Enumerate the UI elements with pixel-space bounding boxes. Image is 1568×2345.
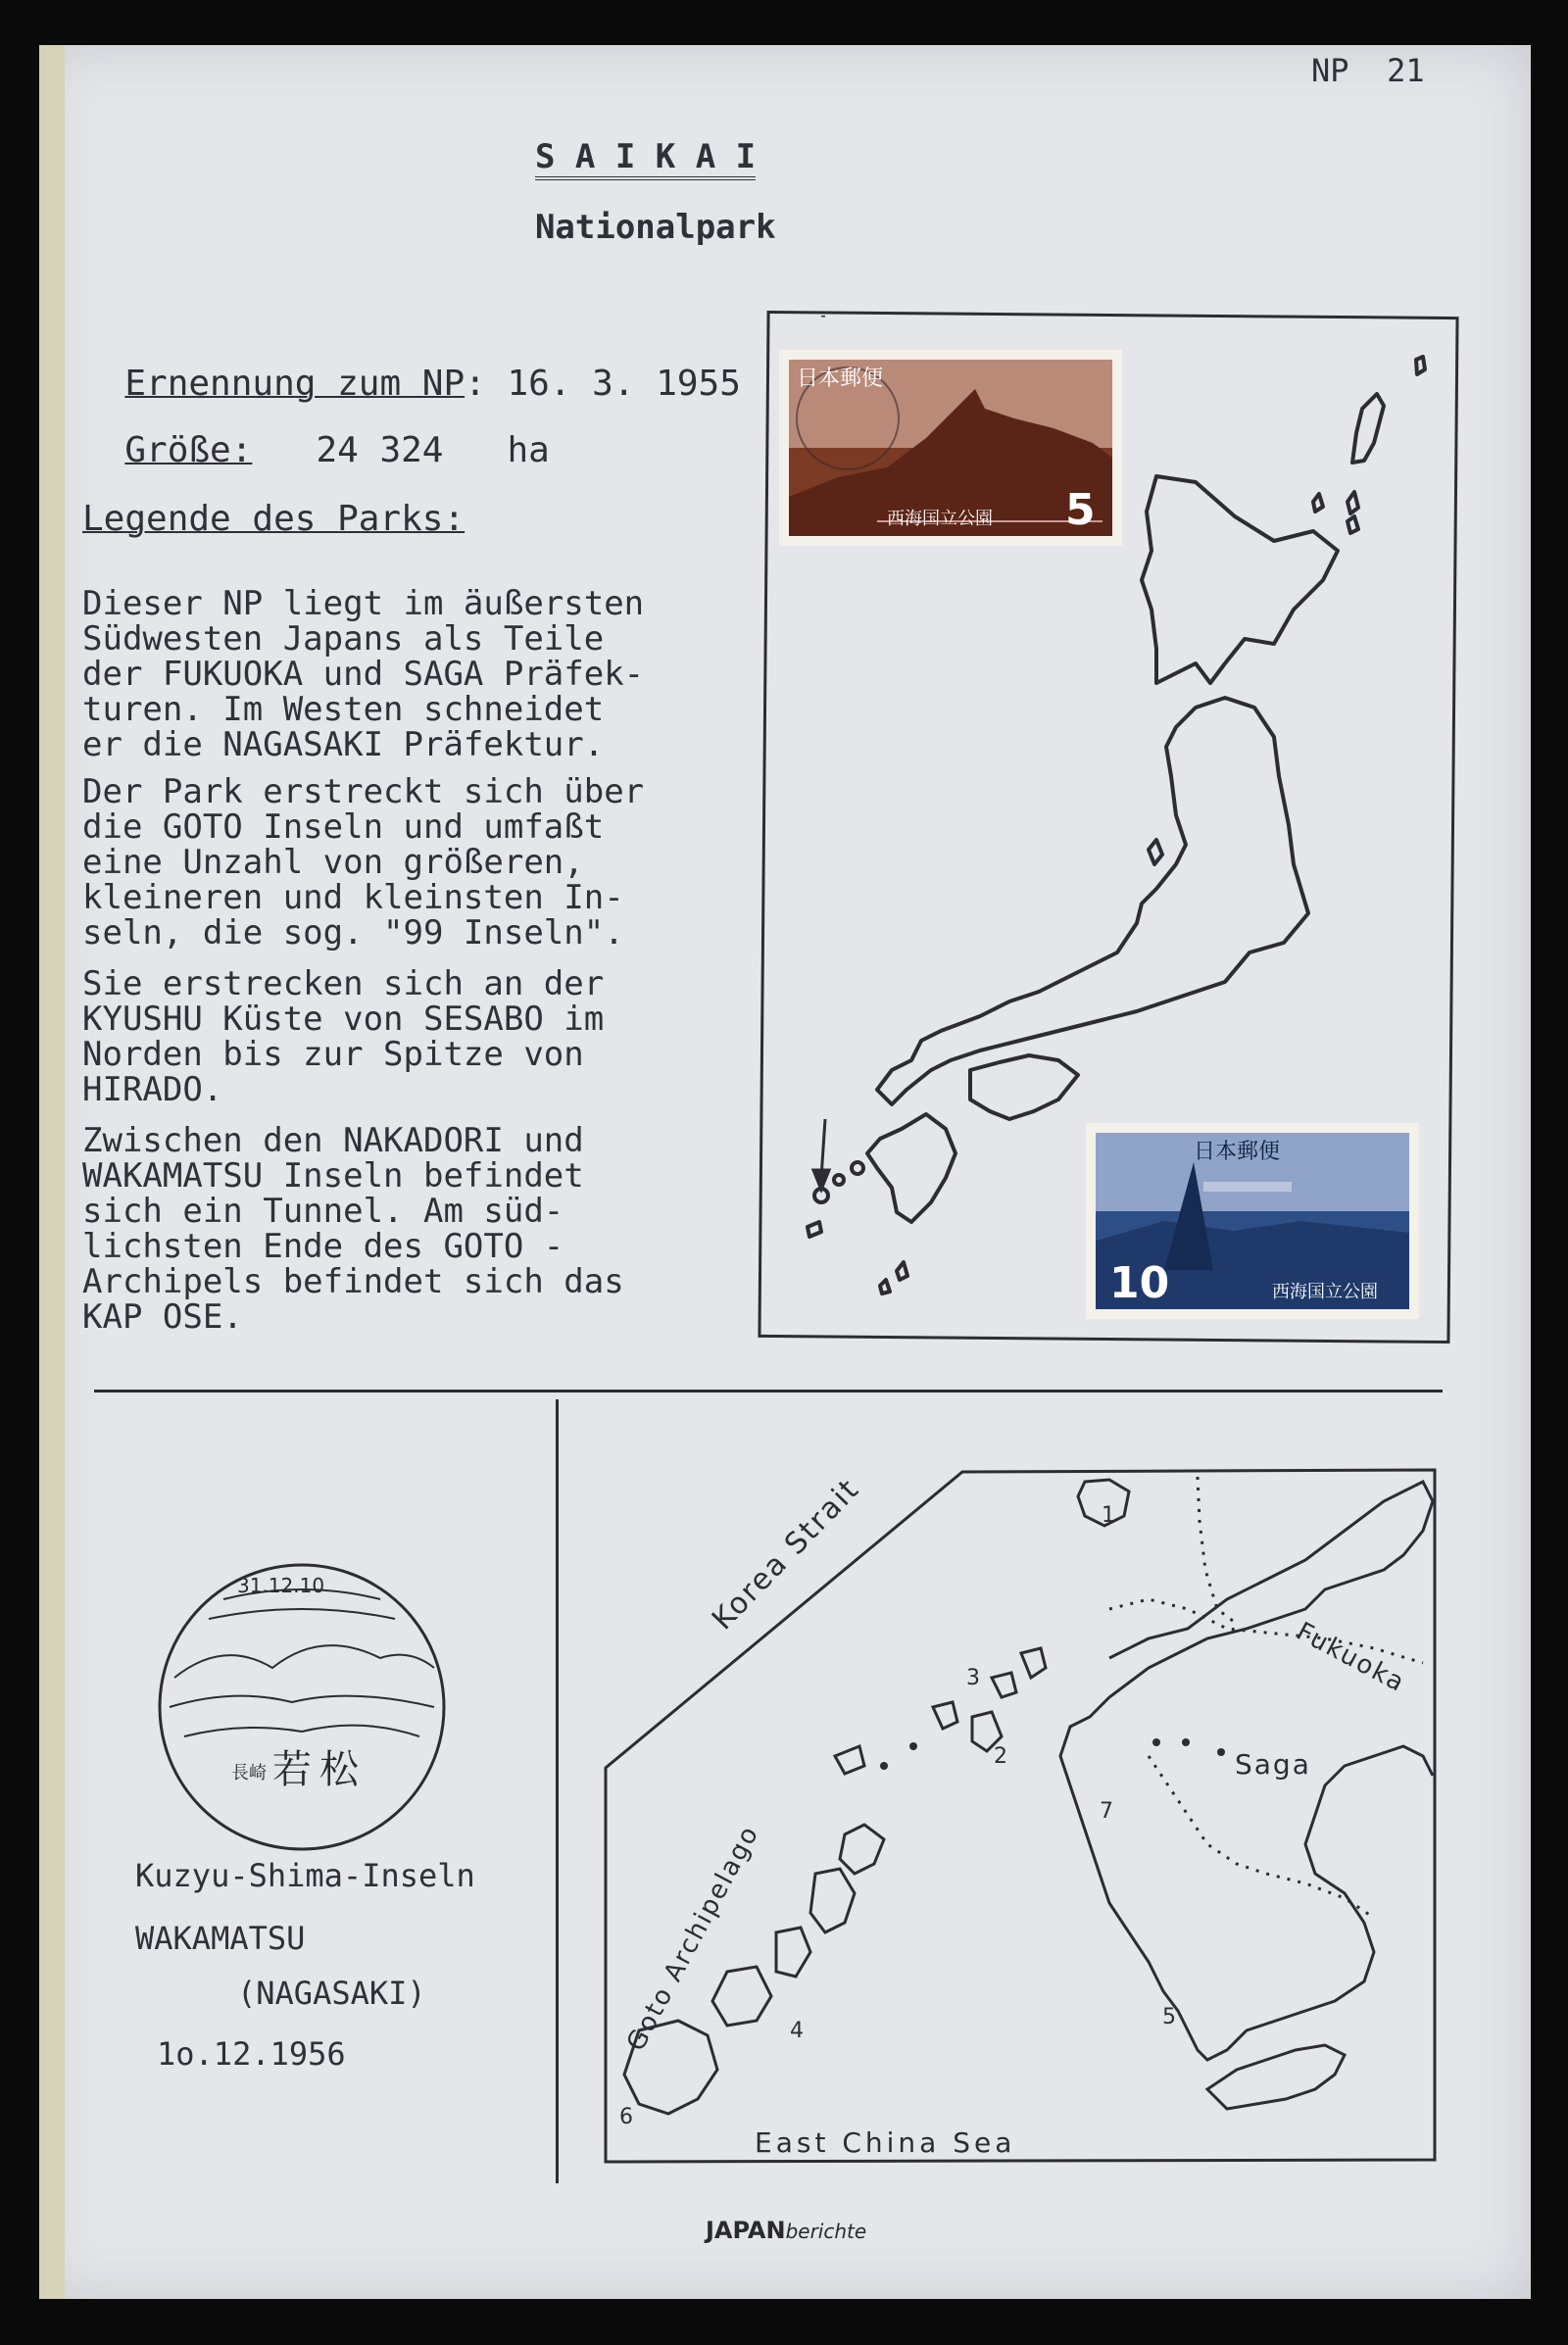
stamp-5-country: 日本郵便 [797, 366, 884, 391]
japan-berichte-logo [706, 2217, 866, 2244]
caption-line-1: Kuzyu-Shima-Inseln [135, 1857, 475, 1894]
postmark-date: 31.12.10 [237, 1574, 325, 1597]
page-number: NP 21 [1311, 52, 1425, 89]
stamp-10-country: 日本郵便 [1194, 1140, 1281, 1164]
vertical-divider [556, 1399, 559, 2183]
marker-5: 5 [1162, 2005, 1178, 2029]
logo-bold: JAPAN [706, 2217, 786, 2244]
fukuoka-label: Fukuoka [1291, 1617, 1411, 1699]
postmark-place-small: 長崎 [231, 1763, 267, 1783]
appointment-row [82, 331, 741, 402]
title-main: S A I K A I [535, 137, 756, 180]
stamp-5-yen [779, 350, 1122, 546]
size-label: Größe: [124, 430, 253, 470]
horizontal-divider [94, 1390, 1443, 1392]
paragraph-1: Dieser NP liegt im äußersten Südwesten Japans als Teile der FUKUOKA und SAGA Präfek- turen. Im Westen schneidet er die NAGASAKI Präfektur. [82, 584, 645, 764]
stamp-5-denomination: 5 [1065, 485, 1096, 535]
marker-2: 2 [994, 1744, 1009, 1769]
paragraph-4: Zwischen den NAKADORI und WAKAMATSU Inseln befindet sich ein Tunnel. Am süd- lichsten Ende des GOTO - Archipels befindet sich das KAP OSE. [82, 1121, 624, 1337]
legend-heading: Legende des Parks: [82, 499, 466, 539]
east-china-sea-label: East China Sea [755, 2126, 1016, 2159]
paragraph-2: Der Park erstreckt sich über die GOTO Inseln und umfaßt eine Unzahl von größeren, kleineren und kleinsten In- seln, die sog. "99 Inseln". [82, 772, 645, 953]
caption-line-4: 1o.12.1956 [157, 2035, 346, 2073]
size-value: 24 324 ha [316, 430, 550, 470]
korea-strait-label: Korea Strait [706, 1471, 867, 1637]
appointment-value: : 16. 3. 1955 [465, 364, 741, 404]
caption-line-3: (NAGASAKI) [237, 1975, 426, 2012]
marker-4: 4 [790, 2019, 806, 2043]
page-edge [39, 45, 65, 2299]
marker-7: 7 [1100, 1799, 1115, 1824]
paragraph-3: Sie erstrecken sich an der KYUSHU Küste von SESABO im Norden bis zur Spitze von HIRADO. [82, 964, 605, 1109]
regional-map [600, 1462, 1443, 2168]
saga-label: Saga [1235, 1748, 1311, 1781]
page-title [495, 104, 776, 245]
marker-1: 1 [1102, 1503, 1117, 1528]
caption-line-2: WAKAMATSU [135, 1920, 306, 1957]
postmark-place-kanji: 若松 [272, 1747, 367, 1792]
size-row [82, 398, 550, 468]
stamp-10-yen [1086, 1123, 1419, 1319]
stamp-10-park: 西海国立公園 [1272, 1282, 1378, 1302]
stamp-5-park: 西海国立公園 [887, 509, 993, 529]
logo-rest: berichte [785, 2220, 867, 2243]
appointment-label: Ernennung zum NP [124, 364, 466, 404]
postmark-circle [155, 1560, 449, 1854]
marker-3: 3 [966, 1666, 982, 1690]
goto-archipelago-label: Goto Archipelago [621, 1820, 765, 2057]
title-sub: Nationalpark [534, 208, 776, 247]
stamp-10-denomination: 10 [1109, 1258, 1170, 1308]
marker-6: 6 [619, 2105, 635, 2129]
